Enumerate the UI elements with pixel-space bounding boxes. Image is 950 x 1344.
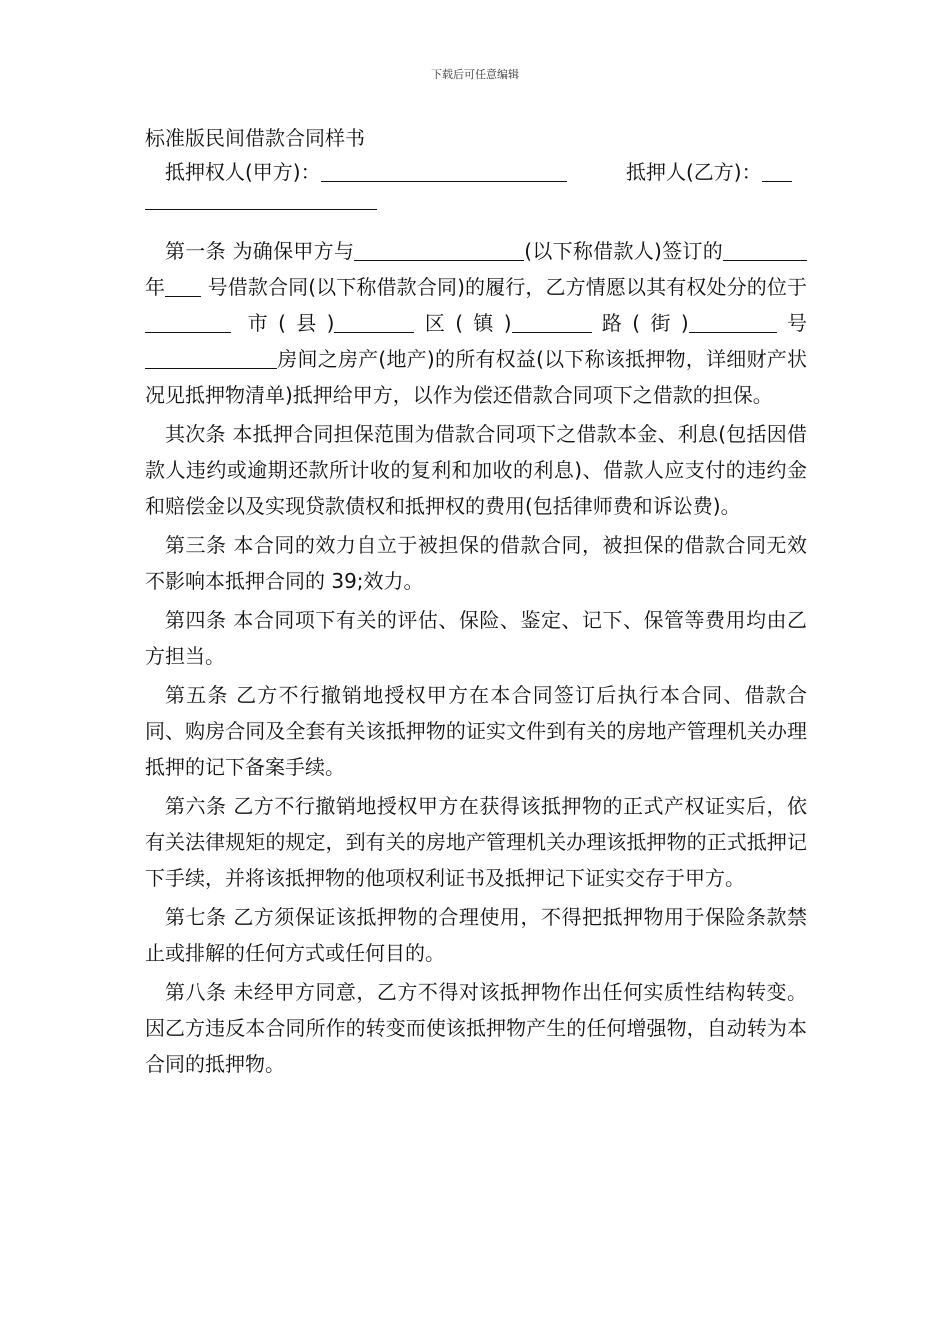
document-body xyxy=(145,123,807,1085)
city-blank xyxy=(145,310,231,333)
clause-8: 第八条 未经甲方同意，乙方不得对该抵押物作出任何实质性结构转变。因乙方违反本合同所作的转变而使该抵押物产生的任何增强物，自动转为本合同的抵押物。 xyxy=(145,980,807,1076)
date-blank-continued xyxy=(753,238,807,261)
room-blank xyxy=(145,346,277,369)
mortgagor-blank-continued xyxy=(145,187,807,217)
clause-1: 第一条 为确保甲方与 (以下称借款人)签订的年 号借款合同(以下称借款合同)的履行，乙方情愿以其有权处分的位于 市(县) 区(镇) 路(街) 号 房间之房产(地产)的所有权益(以下称该抵押物，详细财产状况见抵押物清单)抵押给甲方，以作为偿还借款合同项下之借款的担保。 xyxy=(145,239,808,407)
clause-6: 第六条 乙方不行撤销地授权甲方在获得该抵押物的正式产权证实后，依有关法律规矩的规定，到有关的房地产管理机关办理该抵押物的正式抵押记下手续，并将该抵押物的他项权利证书及抵押记下证实交存于甲方。 xyxy=(145,794,807,890)
number-blank xyxy=(165,274,201,297)
page-header: 下载后可任意编辑 xyxy=(431,68,519,81)
clause-4: 第四条 本合同项下有关的评估、保险、鉴定、记下、保管等费用均由乙方担当。 xyxy=(145,608,807,668)
mortgagee-blank xyxy=(321,159,567,182)
document-title: 标准版民间借款合同样书 xyxy=(145,126,365,150)
mortgagee-label: 抵押权人(甲方)： xyxy=(165,160,321,184)
district-blank xyxy=(334,310,414,333)
road-blank xyxy=(512,310,592,333)
date-blank xyxy=(723,238,753,261)
road-number-blank xyxy=(689,310,765,333)
clause-2: 其次条 本抵押合同担保范围为借款合同项下之借款本金、利息(包括因借款人违约或逾期还款所计收的复利和加收的利息)、借款人应支付的违约金和赔偿金以及实现贷款债权和抵押权的费用(包括律师费和诉讼费)。 xyxy=(145,422,807,518)
parties-line xyxy=(145,157,807,187)
clause-7: 第七条 乙方须保证该抵押物的合理使用，不得把抵押物用于保险条款禁止或排解的任何方式或任何目的。 xyxy=(145,905,807,965)
borrower-blank xyxy=(354,238,524,261)
clause-3: 第三条 本合同的效力自立于被担保的借款合同，被担保的借款合同无效不影响本抵押合同的 39;效力。 xyxy=(145,533,807,593)
mortgagor-label: 抵押人(乙方)： xyxy=(626,160,762,184)
road-number-blank-continued xyxy=(765,310,777,333)
clause-5: 第五条 乙方不行撤销地授权甲方在本合同签订后执行本合同、借款合同、购房合同及全套有关该抵押物的证实文件到有关的房地产管理机关办理抵押的记下备案手续。 xyxy=(145,683,807,779)
mortgagor-blank xyxy=(762,159,792,182)
